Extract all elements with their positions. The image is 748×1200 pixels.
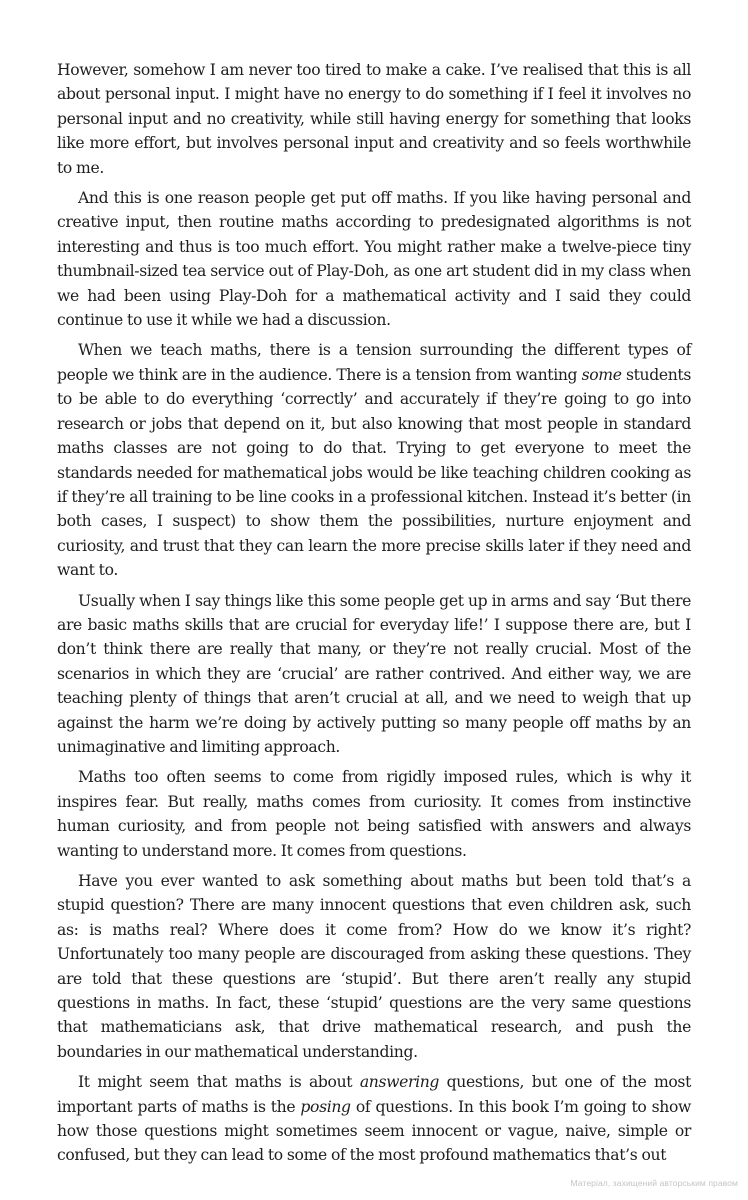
- book-page: [57, 58, 691, 1174]
- paragraph-text: students to be able to do everything ‘correctly’ and accurately if they’re going to go into research or jobs that depend on it, but also knowing that most people in standard maths classes are not going to do that. Trying to get everyone to meet the standards needed for mathematical jobs would be like teaching children cooking as if they’re all training to be line cooks in a professional kitchen. Instead it’s better (in both cases, I suspect) to show them the possibilities, nurture enjoyment and curiosity, and trust that they can learn the more precise skills later if they need and want to.: [57, 365, 691, 580]
- paragraph-text: Have you ever wanted to ask something about maths but been told that’s a stupid question? There are many innocent questions that even children ask, such as: is maths real? Where does it come from? How do we know it’s right? Unfortunately too many people are discouraged from asking these questions. They are told that these questions are ‘stupid’. But there aren’t really any stupid questions in maths. In fact, these ‘stupid’ questions are the very same questions that mathematicians ask, that drive mathematical research, and push the boundaries in our mathematical understanding.: [57, 872, 691, 1061]
- paragraph-text: of questions. In this book I’m going to show how those questions might sometimes seem innocent or vague, naive, simple or confused, but they can lead to some of the most profound mathematics that’s out: [57, 1097, 691, 1165]
- paragraph-p3: [57, 338, 691, 582]
- paragraph-text: However, somehow I am never too tired to make a cake. I’ve realised that this is all about personal input. I might have no energy to do something if I feel it involves no personal input and no creativity, while still having energy for something that looks like more effort, but involves personal input and creativity and so feels worthwhile to me.: [57, 61, 691, 177]
- paragraph-p5: [57, 765, 691, 863]
- paragraph-text: When we teach maths, there is a tension surrounding the different types of people we think are in the audience. There is a tension from wanting: [57, 341, 691, 384]
- paragraph-text: questions, but one of the most important parts of maths is the: [57, 1073, 691, 1116]
- paragraph-text: Maths too often seems to come from rigidly imposed rules, which is why it inspires fear. But really, maths comes from curiosity. It comes from instinctive human curiosity, and from people not being satisfied with answers and always wanting to understand more. It comes from questions.: [57, 768, 691, 860]
- emphasis-text: posing: [300, 1097, 351, 1116]
- paragraph-p1: [57, 58, 691, 180]
- paragraph-text: Usually when I say things like this some people get up in arms and say ‘But there are basic maths skills that are crucial for everyday life!’ I suppose there are, but I don’t think there are really that many, or they’re not really crucial. Most of the scenarios in which they are ‘crucial’ are rather contrived. And either way, we are teaching plenty of things that aren’t crucial at all, and we need to weigh that up against the harm we’re doing by actively putting so many people off maths by an unimaginative and limiting approach.: [57, 591, 691, 756]
- emphasis-text: answering: [359, 1073, 440, 1092]
- paragraph-text: And this is one reason people get put off maths. If you like having personal and creative input, then routine maths according to predesignated algorithms is not interesting and thus is too much effort. You might rather make a twelve-piece tiny thumbnail-sized tea service out of Play-Doh, as one art student did in my class when we had been using Play-Doh for a mathematical activity and I said they could continue to use it while we had a discussion.: [57, 189, 691, 330]
- paragraph-p6: [57, 869, 691, 1064]
- emphasis-text: some: [581, 365, 622, 384]
- paragraph-p7: [57, 1070, 691, 1168]
- paragraph-p4: [57, 589, 691, 760]
- copyright-watermark: Матеріал, захищений авторським правом: [570, 1178, 738, 1188]
- paragraph-p2: [57, 186, 691, 332]
- text-body: [57, 58, 691, 1168]
- paragraph-text: It might seem that maths is about: [78, 1073, 360, 1092]
